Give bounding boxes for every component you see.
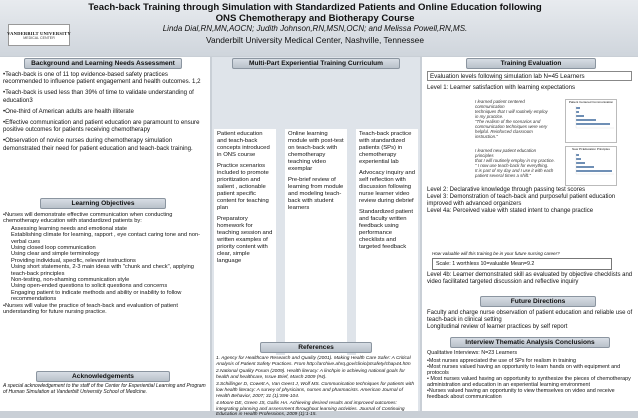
reference-item: 2.National Quality Forum (2009). Health literacy: A linchpin in achieving national goals for health and healthcare, Issue Brief, March 2009 (#4).	[216, 369, 405, 380]
quote-1	[475, 99, 555, 143]
ack-heading: Acknowledgements	[36, 371, 170, 382]
background-item: •Teach-back is used less than 39% of time to validate understanding of education3	[3, 89, 194, 104]
level-4a: Level 4a: Perceived value with stated intent to change practice	[427, 208, 594, 214]
poster-header	[0, 0, 638, 56]
reference-item: 3.Schillinger D, Cowett A, Van Geest J, Wolf MS. Communication techniques for patients with low health literacy: A survey of physicians, nurses and pharmacists. American Journal of Health Behavior, 2007; 31 (1):S96-104.	[216, 382, 415, 399]
objectives-heading: Learning Objectives	[40, 198, 166, 209]
quote-line: "The realism of the scenarios and	[475, 119, 541, 124]
quote-line: that I will routinely employ in my practice.	[475, 158, 555, 163]
objective-item: Non-testing, non-shaming communication style	[11, 277, 130, 284]
ack-text: A special acknowledgement to the staff of the Center for Experiential Learning and Program of Human Simulation at Vanderbilt University School of Medicine.	[3, 383, 206, 395]
chart-2-title: New Pt Education Principles	[572, 147, 610, 151]
poster-title: Teach-back Training through Simulation with Standardized Patients and Online Education following ONS Chemotherapy and Biotherapy Course	[88, 2, 542, 24]
mini-chart-2	[565, 146, 617, 186]
objective-item: Using closed loop communication	[11, 245, 96, 252]
left-column	[0, 57, 210, 411]
curriculum-col-2	[285, 129, 347, 355]
curriculum-text: Pre-brief review of learning from module and modeling teach-back with student learners	[288, 177, 344, 211]
curriculum-text: Teach-back practice with standardized patients (SPs) in chemotherapy experiential lab	[359, 131, 412, 165]
objective-item: Using open-ended questions to solicit questions and concerns	[11, 283, 168, 290]
quote-line: It is part of my day and I use it with each	[475, 168, 554, 173]
quote-line: patient several times a shift."	[475, 173, 531, 178]
curriculum-col-3	[356, 129, 418, 355]
objective-item: Engaging patient to indicate methods and ability or inability to follow recommendations	[11, 289, 182, 303]
logo-line2: MEDICAL CENTER	[23, 35, 55, 40]
chart-2-bars	[566, 151, 616, 183]
curriculum-text: Standardized patient and faculty written feedback using performance checklists and targeted feedback	[359, 209, 414, 250]
references-heading: References	[260, 342, 372, 353]
future-item: Longitudinal review of learner practices by self report	[427, 324, 568, 330]
curriculum-heading: Multi-Part Experiential Training Curriculum	[232, 58, 400, 69]
objective-item: Assessing learning needs and emotional state	[11, 225, 128, 232]
poster-authors: Linda Dial,RN,MN,AOCN; Judith Johnson,RN,MSN,OCN; and Melissa Powell,RN,MS.	[162, 24, 468, 33]
interview-item: •Nurses valued having an opportunity to view themselves on video and receive feedback about communication	[427, 388, 615, 400]
curriculum-text: Practice scenarios included to promote prioritization and salient , actionable patient specific content for teaching plan	[217, 163, 269, 211]
chart-1-title: Patient Centered Communication	[568, 100, 614, 104]
objective-item: Providing individual, specific, relevant instructions	[11, 257, 136, 264]
quote-line: I learned new patient education principles	[475, 148, 537, 158]
curriculum-text: Online learning module with post-test on teach-back with chemotherapy teaching video exemplar	[288, 131, 344, 172]
quote-line: helpful. Reinforced classroom instruction."	[475, 129, 533, 139]
interview-item: •Most nurses appreciated the use of SPs for realism in training	[427, 358, 577, 364]
objective-item: Using short statements, 2-3 main ideas with "chunk and check", applying teach-back principles	[11, 264, 194, 277]
future-item: Faculty and charge nurse observation of patient education and reliable use of teach-back in clinical setting	[427, 310, 633, 323]
mini-chart-1	[565, 99, 617, 143]
poster-institution: Vanderbilt University Medical Center, Nashville, Tennessee	[205, 35, 424, 45]
level-3: Level 3: Demonstration of teach-back and purposeful patient education improved with advanced organizers	[427, 194, 616, 207]
background-item: •Teach-back is one of 11 top evidence-based safety practices recommended to influence patient engagement and health outcomes. 1,2	[3, 71, 201, 86]
level-lines	[427, 187, 633, 215]
interview-text	[427, 350, 635, 400]
objective-item: •Nurses will value the practice of teach-back and evaluation of patient understanding for future nursing practice.	[3, 302, 178, 316]
background-item: •One-third of American adults are health illiterate	[3, 107, 134, 115]
quote-line: " I now use teach-back for everything.	[475, 163, 549, 168]
middle-column	[212, 57, 420, 418]
references-list	[214, 355, 418, 418]
vanderbilt-logo	[8, 24, 70, 46]
objectives-list	[3, 212, 206, 316]
evaluation-intro: Evaluation levels following simulation lab N=45 Learners	[427, 71, 632, 81]
background-item: •Effective communication and patient education are paramount to ensure positive outcomes for patients receiving chemotherapy	[3, 119, 200, 134]
scale-box: Scale: 1 worthless 10=valuable Mean=9.2	[432, 258, 612, 270]
background-list	[3, 71, 205, 156]
objective-item: •Nurses will demonstrate effective communication when conducting chemotherapy education with standardized patients by:	[3, 212, 173, 225]
quote-line: communication techniques were very	[475, 124, 548, 129]
future-heading: Future Directions	[480, 296, 596, 307]
interview-item: • Most nurses valued having an opportunity to synthesize the pieces of chemotherapy administration and education in an experiential learning environment	[427, 376, 631, 388]
interview-item: Qualitative Interviews: N=23 Learners	[427, 350, 518, 356]
quote-line: in my practice.	[475, 114, 504, 119]
evaluation-heading: Training Evaluation	[466, 58, 596, 69]
level-4b: Level 4b: Learner demonstrated skill as evaluated by objective checklists and video facilitated targeted discussion and reflective inquiry	[427, 272, 633, 285]
level-2: Level 2: Declarative knowledge through passing test scores	[427, 187, 586, 193]
level-1: Level 1: Learner satisfaction with learning expectations	[427, 84, 576, 91]
interview-item: •Most nurses valued having an opportunity to learn hands on with equipment and protocols	[427, 364, 621, 376]
reference-item: 1. Agency for Healthcare Research and Quality (2001). Making Health Care Safer: A Critical Analysis of Patient Safety Practices. From http://archive.ahrq.gov/clinic/ptsafety/chap44.htm	[216, 356, 411, 367]
quote-line: I learned patient centered communication	[475, 99, 525, 109]
curriculum-text: Advocacy inquiry and self reflection with discussion following nurse learner video review during debrief	[359, 170, 415, 204]
logo-line1: VANDERBILT UNIVERSITY	[7, 30, 71, 36]
curriculum-col-1	[214, 129, 276, 355]
quote-line: techniques that I will routinely employ	[475, 109, 548, 114]
background-item: •Observation of novice nurses during chemotherapy simulation demonstrated their need for patient education and teach-back training.	[3, 137, 193, 152]
background-heading: Background and Learning Needs Assessment	[24, 58, 182, 69]
curriculum-text: Patient education and teach-back concepts introduced in ONS course	[217, 131, 270, 158]
future-text	[427, 310, 633, 331]
objective-item: Establishing climate for learning, rapport , eye contact caring tone and non-verbal cues	[11, 232, 201, 245]
reference-item: 4.Moore DE, Green JS, Gallis HA. Achieving desired results and improved outcomes: integrating planning and assessment throughout learning activities. Journal of Continuing Education in Health Professions, 2009 (1):1-15.	[216, 401, 405, 418]
interview-heading: Interview Thematic Analysis Conclusions	[450, 337, 610, 348]
quote-2	[475, 148, 555, 188]
curriculum-text: Preparatory homework for teaching session and written examples of priority content with clear, simple language	[217, 216, 273, 264]
objective-item: Using clear and simple terminology	[11, 251, 100, 258]
scale-question: How valuable will this training be in your future nursing career?	[432, 251, 560, 256]
chart-1-bars	[566, 104, 616, 140]
